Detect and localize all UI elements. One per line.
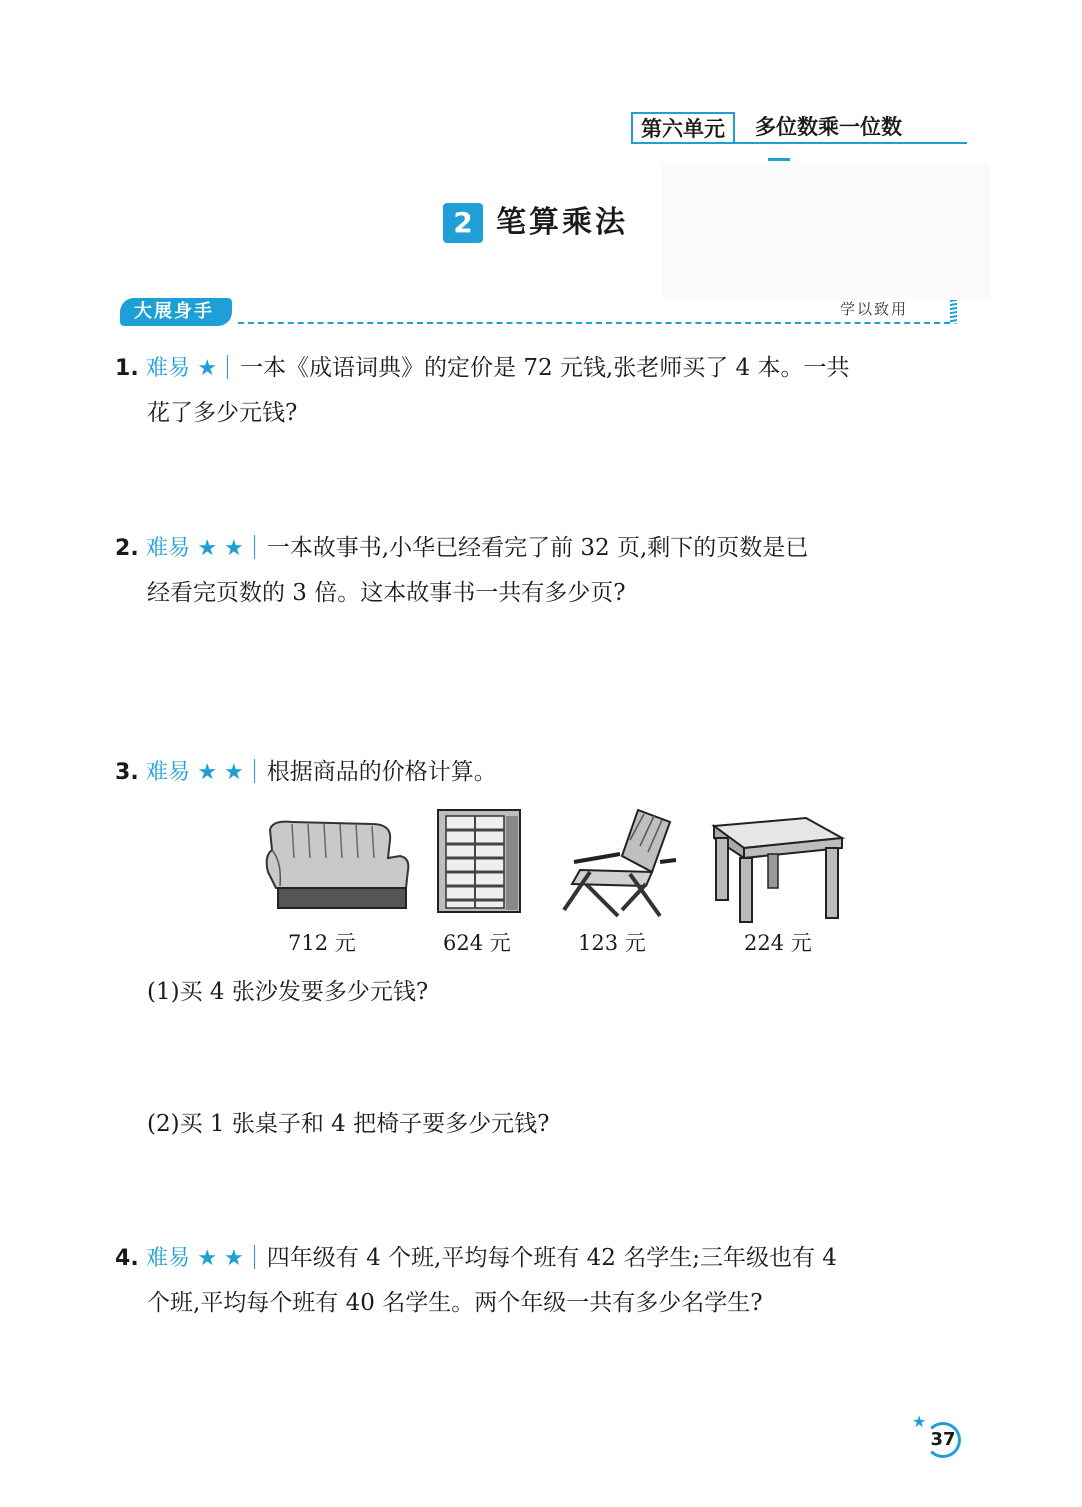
problem-4: 4. 难易 ★ ★ 四年级有 4 个班,平均每个班有 42 名学生;三年级也有 4 个班,平均每个班有 40 名学生。两个年级一共有多少名学生? (115, 1236, 975, 1325)
problem-3: 3. 难易 ★ ★ 根据商品的价格计算。 (115, 759, 497, 785)
sofa-price: 712 元 (288, 931, 356, 955)
unit-tag: 第六单元 (631, 112, 735, 144)
problem-number: 2 (115, 536, 131, 561)
problem-text-line: 四年级有 4 个班,平均每个班有 42 名学生;三年级也有 4 (266, 1245, 837, 1271)
band-dashed-line (238, 322, 950, 324)
bookshelf-icon (436, 808, 522, 914)
difficulty-label: 难易 (145, 1246, 190, 1271)
problem-text-line: 一本《成语词典》的定价是 72 元钱,张老师买了 4 本。一共 (240, 355, 850, 381)
table-icon (710, 814, 846, 926)
difficulty-label: 难易 (145, 760, 190, 785)
page-number: 37 (925, 1422, 961, 1458)
problem-number: 3 (115, 760, 131, 785)
band-right-label: 学以致用 (840, 300, 909, 318)
difficulty-stars-icon: ★ ★ (197, 536, 244, 561)
header-tick (768, 158, 790, 161)
problem-text-line: 根据商品的价格计算。 (266, 759, 497, 785)
blank-area (662, 162, 990, 300)
band-tag: 大展身手 (120, 298, 232, 326)
problem-1: 1. 难易 ★ 一本《成语词典》的定价是 72 元钱,张老师买了 4 本。一共 花了多少元钱? (115, 346, 975, 435)
difficulty-stars-icon: ★ (197, 356, 218, 381)
section-title: 笔算乘法 (496, 205, 628, 240)
problem-2: 2. 难易 ★ ★ 一本故事书,小华已经看完了前 32 页,剩下的页数是已 经看完页数的 3 倍。这本故事书一共有多少页? (115, 526, 975, 615)
problem-number: 4 (115, 1246, 131, 1271)
difficulty-label: 难易 (145, 536, 190, 561)
chair-price: 123 元 (578, 931, 646, 955)
problem-text-line: 花了多少元钱? (147, 400, 298, 426)
problem-text-line: 一本故事书,小华已经看完了前 32 页,剩下的页数是已 (266, 535, 809, 561)
problem-text-line: 个班,平均每个班有 40 名学生。两个年级一共有多少名学生? (147, 1290, 763, 1316)
difficulty-stars-icon: ★ ★ (197, 760, 244, 785)
sub-question-1: (1)买 4 张沙发要多少元钱? (147, 979, 429, 1005)
problem-text-line: 经看完页数的 3 倍。这本故事书一共有多少页? (147, 580, 626, 606)
bookshelf-price: 624 元 (443, 931, 511, 955)
problem-number: 1 (115, 356, 131, 381)
difficulty-stars-icon: ★ ★ (197, 1246, 244, 1271)
sub-question-2: (2)买 1 张桌子和 4 把椅子要多少元钱? (147, 1111, 550, 1137)
header-rule (631, 142, 967, 144)
chair-icon (560, 806, 680, 918)
star-icon: ★ (912, 1412, 927, 1431)
sofa-icon (262, 816, 410, 912)
section-number-badge: 2 (443, 203, 483, 243)
difficulty-label: 难易 (145, 356, 190, 381)
band-stripe-decoration (950, 300, 957, 324)
table-price: 224 元 (744, 931, 812, 955)
unit-title: 多位数乘一位数 (755, 115, 902, 139)
